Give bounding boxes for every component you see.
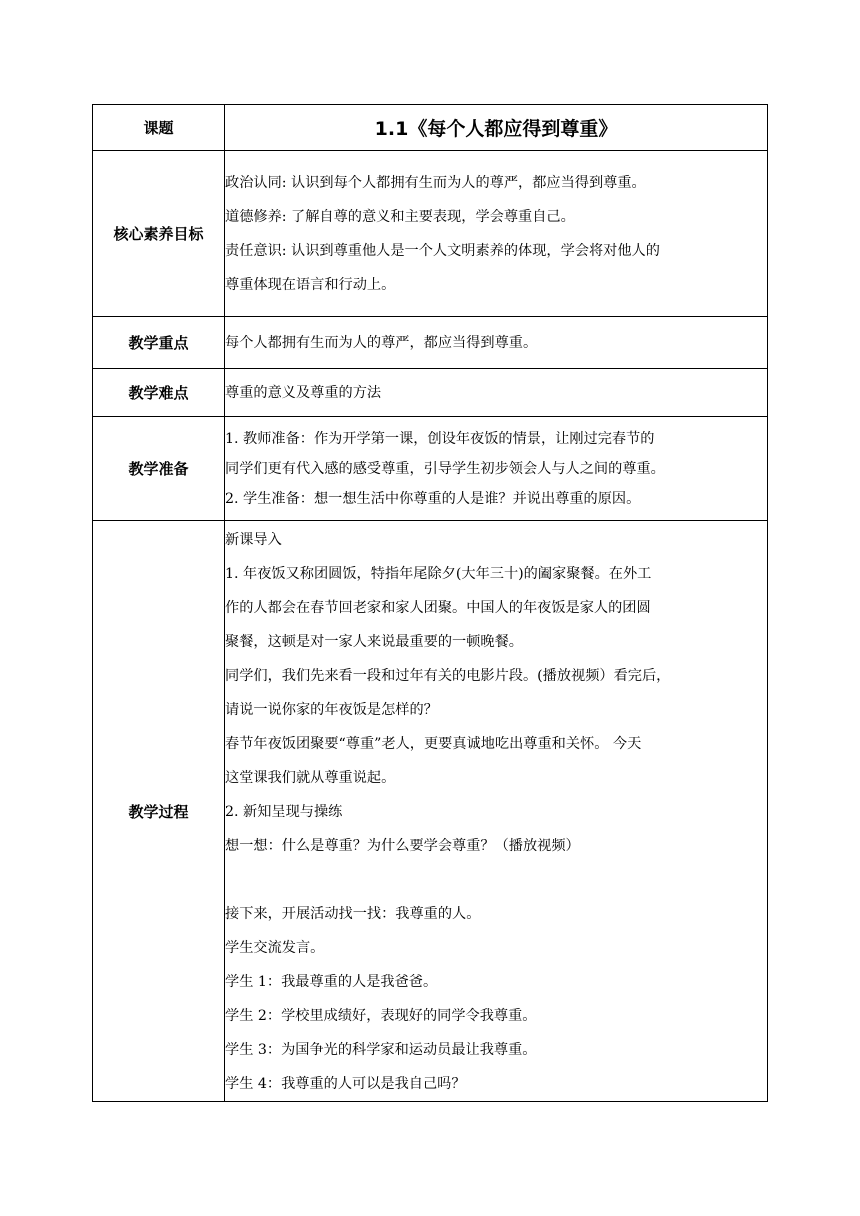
- row-key-points: [93, 317, 768, 369]
- process-line: 春节年夜饭团聚要“尊重”老人，更要真诚地吃出尊重和关怀。 今天: [225, 736, 642, 752]
- process-line: 接下来，开展活动找一找：我尊重的人。: [225, 906, 481, 922]
- goals-line: 政治认同: 认识到每个人都拥有生而为人的尊严，都应当得到尊重。: [225, 174, 646, 191]
- process-line-blank: [225, 863, 767, 897]
- process-line: 新课导入: [225, 532, 282, 548]
- label-preparation: 教学准备: [93, 417, 225, 521]
- row-preparation: [93, 417, 768, 521]
- process-line: 1. 年夜饭又称团圆饭，特指年尾除夕(大年三十)的阖家聚餐。在外工: [225, 566, 652, 582]
- process-content: [225, 521, 768, 1102]
- row-difficulties: [93, 369, 768, 417]
- label-topic: 课题: [93, 105, 225, 151]
- process-line: 作的人都会在春节回老家和家人团聚。中国人的年夜饭是家人的团圆: [225, 600, 651, 616]
- difficulties-content: 尊重的意义及尊重的方法: [225, 369, 768, 417]
- label-goals: 核心素养目标: [93, 151, 225, 317]
- label-key-points: 教学重点: [93, 317, 225, 369]
- preparation-line: 2. 学生准备：想一想生活中你尊重的人是谁？并说出尊重的原因。: [225, 490, 641, 507]
- preparation-line: 1. 教师准备：作为开学第一课，创设年夜饭的情景，让刚过完春节的: [225, 430, 655, 447]
- goals-line: 道德修养: 了解自尊的意义和主要表现，学会尊重自己。: [225, 208, 575, 225]
- key-points-content: 每个人都拥有生而为人的尊严，都应当得到尊重。: [225, 317, 768, 369]
- process-line: 学生 2：学校里成绩好，表现好的同学令我尊重。: [225, 1008, 537, 1024]
- goals-line: 责任意识: 认识到尊重他人是一个人文明素养的体现，学会将对他人的: [225, 242, 660, 259]
- process-line: 学生 1：我最尊重的人是我爸爸。: [225, 974, 438, 990]
- process-line: 同学们，我们先来看一段和过年有关的电影片段。(播放视频）看完后，: [225, 668, 671, 684]
- process-line: 学生交流发言。: [225, 940, 325, 956]
- process-line: 学生 3：为国争光的科学家和运动员最让我尊重。: [225, 1042, 537, 1058]
- process-line: 想一想：什么是尊重？为什么要学会尊重？（播放视频）: [225, 838, 580, 854]
- process-line: 聚餐，这顿是对一家人来说最重要的一顿晚餐。: [225, 634, 523, 650]
- row-goals: [93, 151, 768, 317]
- process-line: 学生 4：我尊重的人可以是我自己吗？: [225, 1076, 466, 1092]
- label-difficulties: 教学难点: [93, 369, 225, 417]
- row-title: [93, 105, 768, 151]
- lesson-plan-table: [92, 104, 768, 1102]
- preparation-line: 同学们更有代入感的感受尊重，引导学生初步领会人与人之间的尊重。: [225, 460, 665, 477]
- label-process: 教学过程: [93, 521, 225, 1102]
- lesson-plan-page: [92, 104, 768, 1102]
- preparation-content: [225, 417, 768, 521]
- process-line: 请说一说你家的年夜饭是怎样的？: [225, 702, 438, 718]
- goals-content: [225, 151, 768, 317]
- process-line: 2. 新知呈现与操练: [225, 804, 343, 820]
- goals-line: 尊重体现在语言和行动上。: [225, 276, 396, 293]
- row-process: [93, 521, 768, 1102]
- lesson-title: 1.1《每个人都应得到尊重》: [225, 105, 768, 151]
- process-line: 这堂课我们就从尊重说起。: [225, 770, 396, 786]
